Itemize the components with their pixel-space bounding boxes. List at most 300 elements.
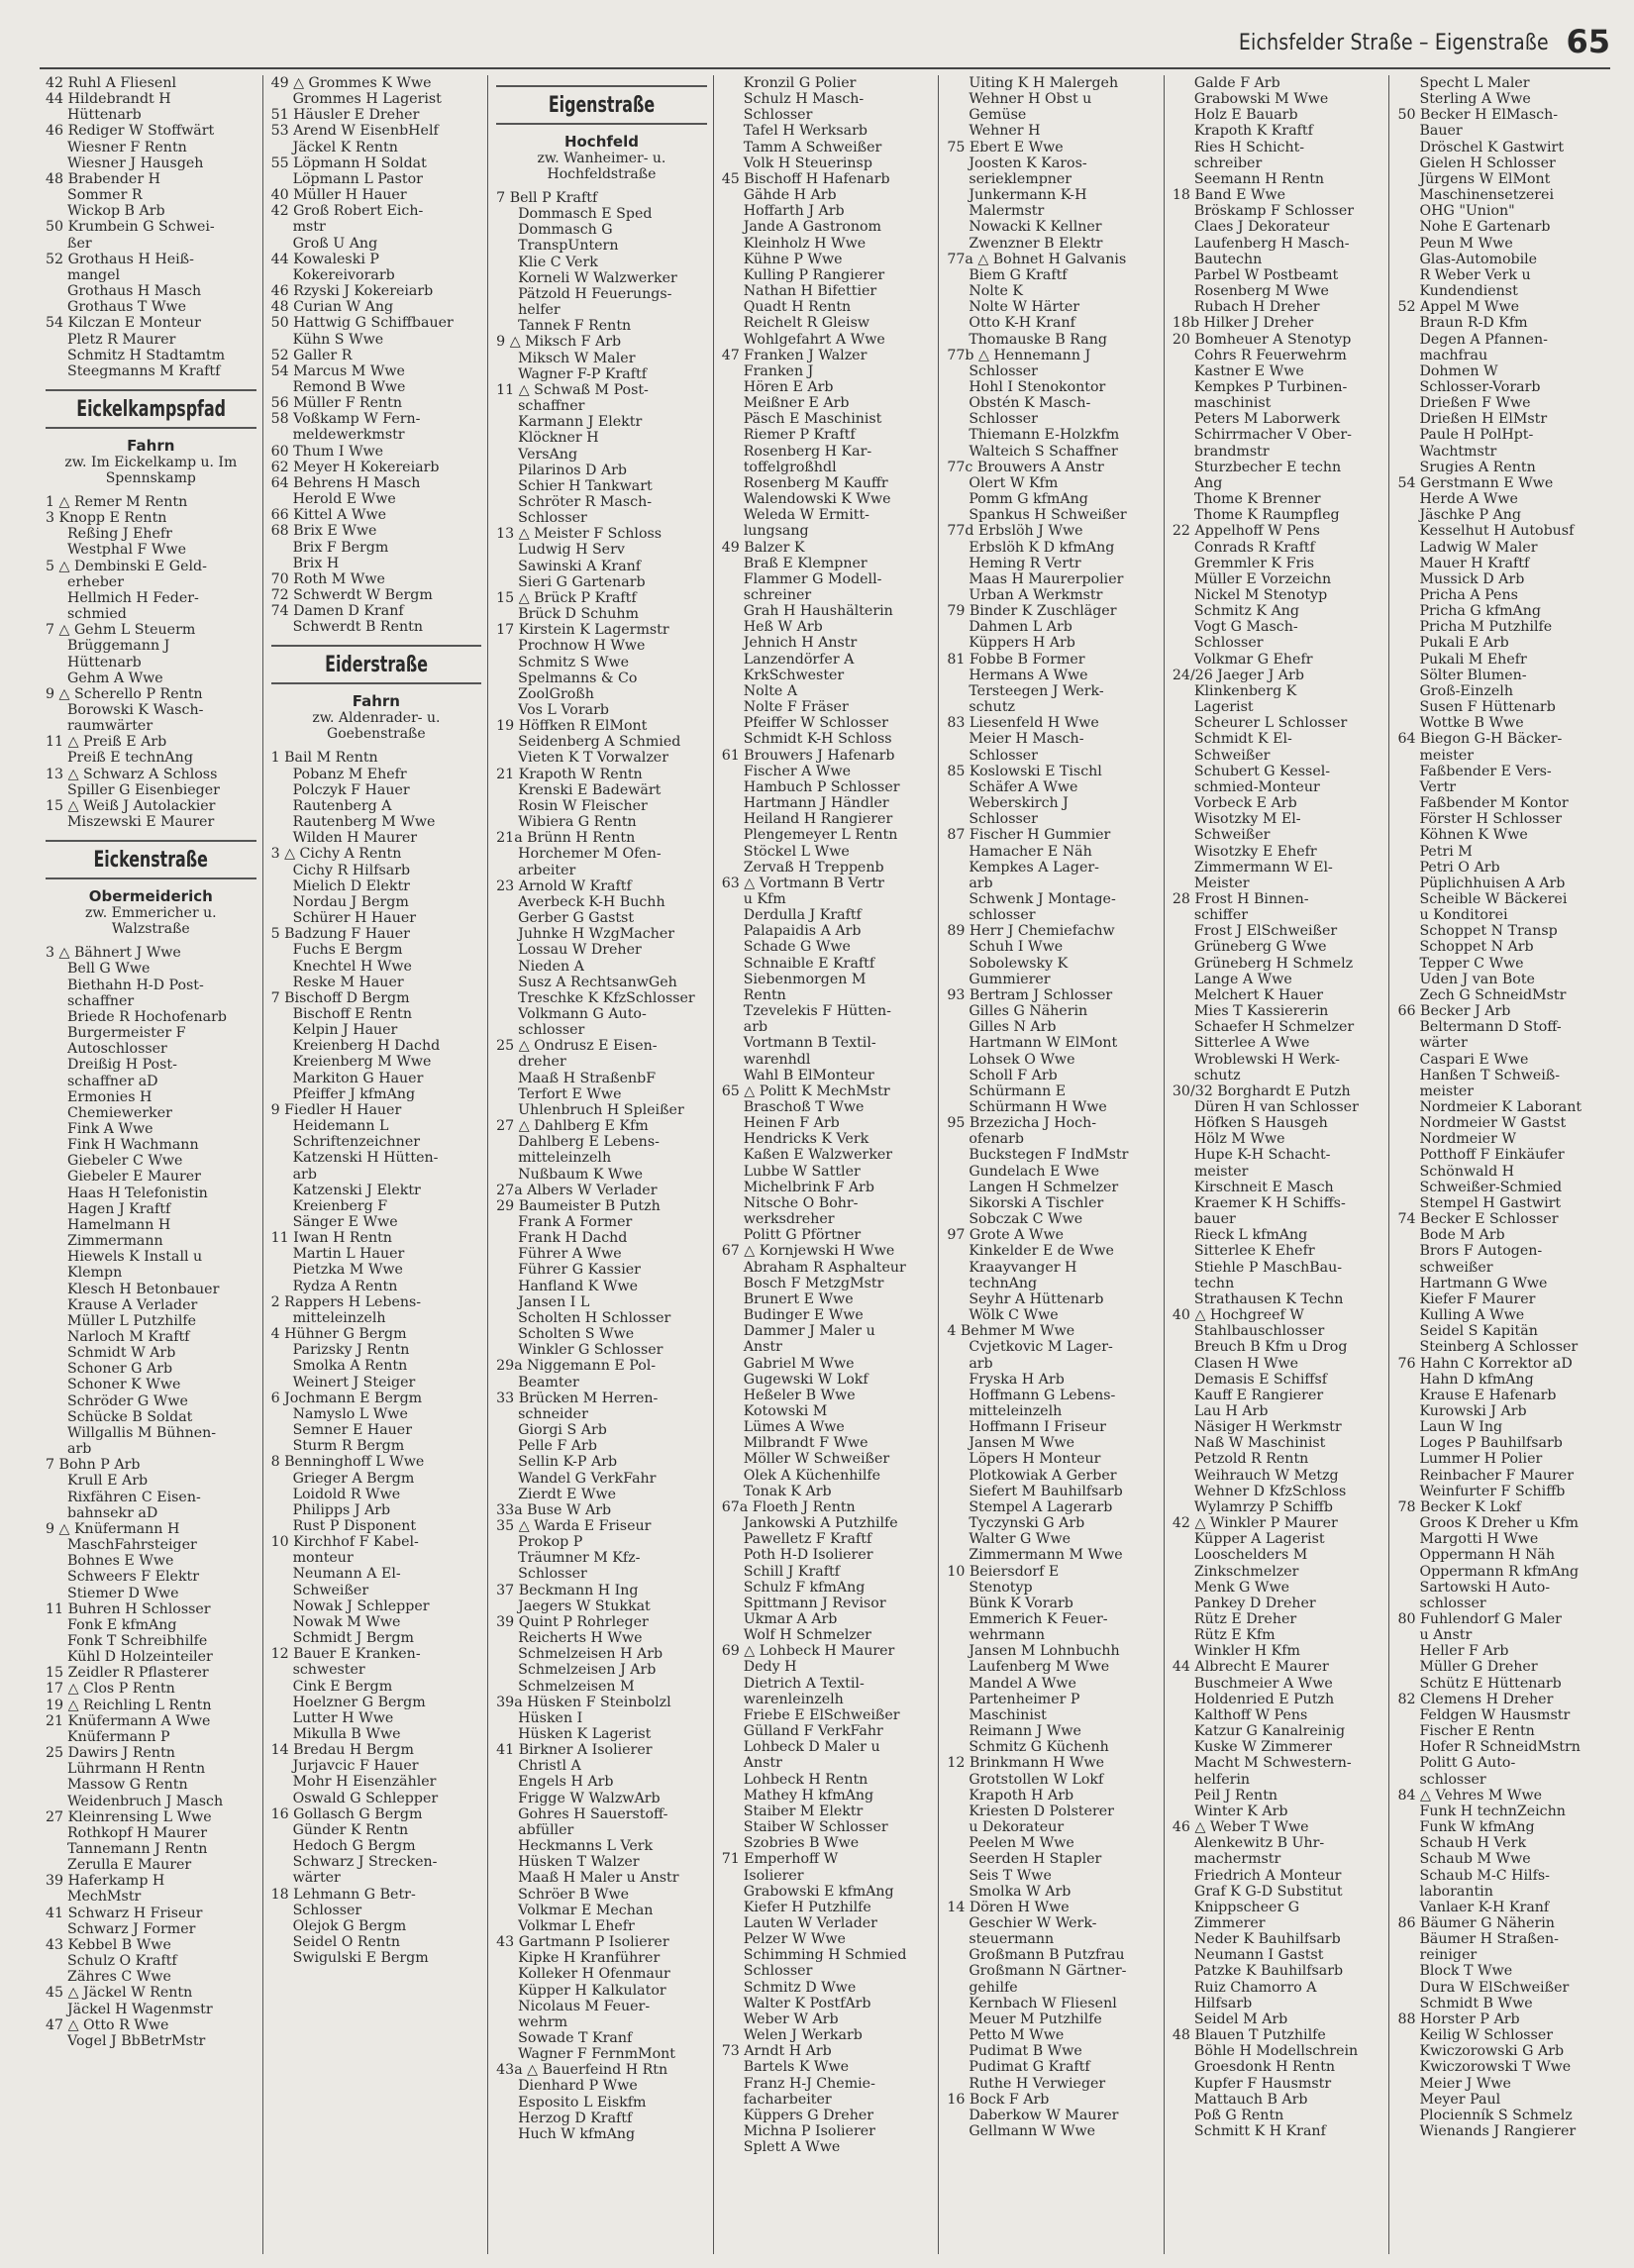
directory-entry: Autoschlosser — [67, 1041, 167, 1058]
directory-entry: 10 Kirchhof F Kabel- — [270, 1534, 419, 1551]
directory-entry: 27 Kleinrensing L Wwe — [46, 1808, 212, 1825]
directory-entry: Dommasch E Sped — [518, 206, 653, 223]
directory-entry: warenleinzelh — [743, 1691, 844, 1707]
directory-entry: Oswald G Schlepper — [292, 1790, 439, 1806]
directory-entry: Rothkopf H Maurer — [67, 1824, 208, 1841]
directory-entry: Seidel M Arb — [1193, 2010, 1288, 2027]
directory-entry: bahnsekr aD — [67, 1504, 158, 1521]
directory-entry: Abraham R Asphalteur — [743, 1259, 906, 1276]
directory-entry: Conrads R Kraftf — [1193, 539, 1315, 556]
directory-entry: schlosser — [1419, 1595, 1486, 1611]
directory-entry: wehrmann — [969, 1627, 1045, 1644]
directory-entry: Pricha M Putzhilfe — [1419, 619, 1553, 636]
directory-entry: Hiewels K Install u — [67, 1249, 203, 1266]
directory-entry: Spittmann J Revisor — [743, 1595, 886, 1611]
directory-entry: 27a Albers W Verlader — [496, 1182, 658, 1198]
directory-entry: Sterling A Wwe — [1419, 91, 1531, 108]
directory-entry: Vorbeck E Arb — [1193, 795, 1297, 812]
directory-entry: Parbel W Postbeamt — [1193, 266, 1339, 283]
directory-entry: Schirrmacher V Ober- — [1193, 427, 1352, 444]
directory-entry: Esposito L Eiskfm — [518, 2094, 647, 2111]
directory-entry: Kreienberg M Wwe — [292, 1054, 432, 1071]
directory-entry: Fonk T Schreibhilfe — [67, 1632, 208, 1649]
directory-entry: Gemüse — [969, 107, 1027, 124]
directory-entry: Wienands J Rangierer — [1419, 2123, 1577, 2139]
directory-entry: Faßbender M Kontor — [1419, 795, 1569, 812]
directory-entry: Kleinholz H Wwe — [743, 235, 867, 252]
directory-entry: Schwarz J Strecken- — [292, 1854, 438, 1871]
directory-entry: Partenheimer P — [969, 1691, 1080, 1707]
directory-entry: Jansen M Lohnbuchh — [969, 1643, 1120, 1660]
directory-entry: Klöckner H — [518, 430, 599, 447]
directory-entry: Briede R Hochofenarb — [67, 1008, 227, 1025]
directory-entry: arb — [743, 1019, 768, 1036]
directory-entry: Beamter — [518, 1374, 579, 1391]
directory-entry: u Kfm — [743, 890, 786, 907]
directory-entry: Borowski K Wasch- — [67, 702, 204, 718]
directory-entry: Sowade T Kranf — [518, 2029, 633, 2046]
directory-entry: Schulz H Masch- — [743, 91, 865, 108]
directory-entry: Groos K Dreher u Kfm — [1419, 1515, 1579, 1532]
directory-entry: 3 △ Cichy A Rentn — [270, 846, 402, 863]
directory-entry: Lanzendörfer A — [743, 651, 855, 668]
directory-entry: Michna P Isolierer — [743, 2123, 875, 2139]
directory-entry: Scholten H Schlosser — [518, 1309, 671, 1326]
directory-entry: Köhnen K Wwe — [1419, 827, 1528, 844]
directory-entry: 45 △ Jäckel W Rentn — [46, 1985, 193, 2002]
directory-entry: Schoner G Arb — [67, 1361, 173, 1378]
directory-entry: Jäschke P Ang — [1419, 507, 1522, 524]
directory-entry: Dommasch G — [518, 222, 613, 239]
directory-entry: Urban A Werkmstr — [969, 587, 1103, 603]
directory-entry: Ukmar A Arb — [743, 1611, 838, 1627]
directory-entry: Jankowski A Putzhilfe — [743, 1515, 898, 1532]
directory-entry: Gundelach E Wwe — [969, 1163, 1099, 1180]
directory-entry: 93 Bertram J Schlosser — [947, 986, 1113, 1003]
directory-entry: Willgallis M Bühnen- — [67, 1424, 217, 1441]
directory-entry: 42 Ruhl A Fliesenl — [46, 75, 176, 91]
directory-entry: Schlosser — [969, 811, 1038, 828]
directory-entry: Giorgi S Arb — [518, 1422, 607, 1439]
directory-entry: Neumann A El- — [292, 1566, 401, 1583]
directory-entry: 35 △ Warda E Friseur — [496, 1517, 652, 1534]
directory-entry: Rosin W Fleischer — [518, 797, 648, 814]
directory-entry: Schimming H Schmied — [743, 1947, 907, 1964]
directory-entry: Schnaible E Kraftf — [743, 955, 875, 972]
street-heading — [46, 840, 256, 879]
directory-entry: Schmidt K El- — [1193, 731, 1292, 748]
directory-entry: Walendowski K Wwe — [743, 491, 891, 508]
directory-entry: Düren H van Schlosser — [1193, 1099, 1359, 1115]
directory-entry: Hartmann J Händler — [743, 795, 889, 812]
directory-entry: Peun M Wwe — [1419, 235, 1513, 252]
directory-entry: Frank H Dachd — [518, 1230, 628, 1247]
directory-entry: u Dekorateur — [969, 1819, 1065, 1836]
directory-entry: 67a Floeth J Rentn — [721, 1498, 856, 1515]
directory-entry: Jäckel H Wagenmstr — [67, 2001, 213, 2017]
directory-entry: 83 Liesenfeld H Wwe — [947, 715, 1099, 732]
directory-entry: 48 Brabender H — [46, 170, 160, 187]
directory-entry: Weihrauch W Metzg — [1193, 1467, 1339, 1484]
directory-entry: 7 Bell P Kraftf — [496, 190, 598, 206]
directory-entry: Tannemann J Rentn — [67, 1841, 208, 1857]
directory-entry: facharbeiter — [743, 2091, 832, 2108]
directory-entry: Plotkowiak A Gerber — [969, 1467, 1117, 1484]
directory-entry: Schröer B Wwe — [518, 1886, 630, 1903]
directory-entry: 64 Biegon G-H Bäcker- — [1397, 731, 1563, 748]
directory-entry: arbeiter — [518, 862, 576, 878]
directory-entry: OHG "Union" — [1419, 203, 1515, 220]
directory-entry: lungsang — [743, 523, 809, 540]
directory-entry: Srugies A Rentn — [1419, 459, 1536, 475]
directory-entry: Horchemer M Ofen- — [518, 846, 662, 863]
directory-entry: 29 Baumeister B Putzh — [496, 1197, 661, 1214]
directory-entry: Pukali E Arb — [1419, 635, 1509, 652]
directory-entry: Kwiczorowski T Wwe — [1419, 2059, 1572, 2076]
directory-entry: 86 Bäumer G Näherin — [1397, 1914, 1555, 1931]
directory-entry: Spankus H Schweißer — [969, 507, 1127, 524]
directory-entry: 41 Birkner A Isolierer — [496, 1742, 653, 1759]
directory-entry: 43a △ Bauerfeind H Rtn — [496, 2062, 668, 2079]
directory-entry: Malermstr — [969, 203, 1045, 220]
directory-entry: Walter G Wwe — [969, 1531, 1072, 1548]
directory-entry: Hören E Arb — [743, 378, 834, 395]
directory-entry: Jaegers W Stukkat — [518, 1598, 651, 1614]
directory-entry: serieklempner — [969, 170, 1072, 187]
directory-entry: Meuer M Putzhilfe — [969, 2010, 1102, 2027]
directory-entry: Peil J Rentn — [1193, 1787, 1278, 1804]
directory-entry: Müller L Putzhilfe — [67, 1312, 197, 1329]
directory-entry: Hamelmann H — [67, 1216, 171, 1233]
directory-entry: Gabriel M Wwe — [743, 1355, 855, 1372]
directory-entry: arb — [292, 1166, 317, 1183]
directory-entry: Pankey D Dreher — [1193, 1595, 1316, 1611]
directory-entry: Katzenski H Hütten- — [292, 1150, 439, 1167]
directory-entry: 44 Kowaleski P — [270, 251, 379, 267]
directory-entry: Pfeiffer J kfmAng — [292, 1085, 416, 1102]
directory-entry: Beltermann D Stoff- — [1419, 1019, 1562, 1036]
directory-entry: Schlosser — [969, 411, 1038, 428]
directory-entry: Tersteegen J Werk- — [969, 682, 1104, 699]
directory-entry: Sturm R Bergm — [292, 1438, 405, 1455]
directory-entry: 82 Clemens H Dreher — [1397, 1691, 1554, 1707]
directory-entry: Schade G Wwe — [743, 939, 851, 956]
directory-entry: 50 Hattwig G Schiffbauer — [270, 315, 454, 332]
directory-entry: Ang — [1193, 474, 1223, 491]
directory-entry: Kalthoff W Pens — [1193, 1706, 1308, 1723]
directory-entry: Tannek F Rentn — [518, 318, 632, 335]
directory-entry: Schütz E Hüttenarb — [1419, 1675, 1562, 1692]
directory-entry: Lubbe W Sattler — [743, 1163, 861, 1180]
directory-entry: Hüsken K Lagerist — [518, 1726, 652, 1742]
directory-entry: Erbslöh K D kfmAng — [969, 539, 1115, 556]
directory-entry: Narloch M Kraftf — [67, 1329, 190, 1345]
directory-entry: Otto K-H Kranf — [969, 315, 1075, 332]
directory-entry: Schwerdt B Rentn — [292, 619, 423, 636]
directory-entry: Dedy H — [743, 1659, 797, 1676]
directory-entry: Nickel M Stenotyp — [1193, 587, 1328, 603]
directory-entry: Breuch B Kfm u Drog — [1193, 1339, 1348, 1356]
directory-entry: meister — [1419, 1082, 1475, 1099]
directory-entry: Frigge W WalzwArb — [518, 1790, 661, 1806]
directory-entry: Schulz O Kraftf — [67, 1953, 177, 1970]
directory-entry: Dienhard P Wwe — [518, 2078, 638, 2095]
directory-entry: Weidenbruch J Masch — [67, 1793, 224, 1809]
directory-entry: 25 △ Ondrusz E Eisen- — [496, 1038, 658, 1055]
directory-entry: Weinert J Steiger — [292, 1374, 416, 1391]
directory-entry: Lummer H Polier — [1419, 1451, 1543, 1468]
directory-entry: Parizsky J Rentn — [292, 1342, 410, 1359]
directory-entry: Naß W Maschinist — [1193, 1435, 1326, 1452]
directory-entry: Schwenk J Montage- — [969, 890, 1116, 907]
directory-entry: schutz — [969, 699, 1015, 716]
directory-entry: Schaub M-C Hilfs- — [1419, 1867, 1550, 1884]
directory-entry: Rosenberg M Kauffr — [743, 474, 888, 491]
directory-entry: Näsiger H Werkmstr — [1193, 1419, 1342, 1436]
directory-entry: Olejok G Bergm — [292, 1917, 407, 1934]
directory-entry: 84 △ Vehres M Wwe — [1397, 1787, 1543, 1804]
directory-entry: steuermann — [969, 1931, 1055, 1948]
directory-entry: 77c Brouwers A Anstr — [947, 459, 1104, 475]
directory-entry: Miksch W Maler — [518, 350, 636, 366]
directory-entry: Kreienberg H Dachd — [292, 1038, 441, 1055]
directory-entry: Seerden H Stapler — [969, 1851, 1102, 1868]
directory-entry: Nordau J Bergm — [292, 893, 409, 910]
directory-entry: 15 △ Brück P Kraftf — [496, 589, 637, 606]
directory-entry: Wiesner J Hausgeh — [67, 155, 204, 171]
directory-entry: Tamm A Schweißer — [743, 139, 882, 155]
directory-entry: 25 Dawirs J Rentn — [46, 1745, 175, 1762]
directory-entry: Schmelzeisen J Arb — [518, 1662, 657, 1679]
directory-entry: 8 Benninghoff L Wwe — [270, 1454, 425, 1471]
directory-entry: Schoppet N Arb — [1419, 939, 1534, 956]
directory-entry: Drießen H ElMstr — [1419, 411, 1548, 428]
directory-entry: 88 Horster P Arb — [1397, 2010, 1520, 2027]
directory-entry: Wachtmstr — [1419, 443, 1497, 460]
directory-entry: Klempn — [67, 1265, 123, 1282]
directory-entry: 70 Roth M Wwe — [270, 570, 385, 587]
directory-entry: 39 Quint P Rohrleger — [496, 1613, 649, 1630]
directory-entry: machfrau — [1419, 347, 1488, 363]
directory-entry: Gilles G Näherin — [969, 1003, 1088, 1020]
directory-entry: Buschmeier A Wwe — [1193, 1675, 1333, 1692]
directory-entry: Chemiewerker — [67, 1104, 172, 1121]
directory-entry: 9 △ Scherello P Rentn — [46, 685, 203, 702]
directory-entry: 44 Hildebrandt H — [46, 91, 171, 108]
directory-entry: 33a Buse W Arb — [496, 1501, 612, 1518]
directory-entry: monteur — [292, 1550, 354, 1567]
directory-entry: Kurowski J Arb — [1419, 1402, 1527, 1419]
directory-entry: Stöckel L Wwe — [743, 843, 850, 860]
directory-entry: Ludwig H Serv — [518, 542, 625, 559]
directory-entry: 17 Kirstein K Lagermstr — [496, 622, 669, 639]
directory-entry: Vieten K T Vorwalzer — [518, 750, 668, 767]
directory-entry: Walteich S Schaffner — [969, 443, 1118, 460]
directory-entry: Wehner H — [969, 123, 1041, 140]
directory-entry: mangel — [67, 266, 121, 283]
directory-entry: 71 Emperhoff W — [721, 1851, 839, 1868]
directory-entry: 7 △ Gehm L Steuerm — [46, 622, 196, 639]
directory-entry: Meister — [1193, 875, 1250, 891]
directory-entry: 69 △ Lohbeck H Maurer — [721, 1643, 895, 1660]
directory-entry: 43 Kebbel B Wwe — [46, 1936, 171, 1953]
directory-entry: Averbeck K-H Buchh — [518, 893, 665, 910]
directory-entry: Mielich D Elektr — [292, 877, 410, 894]
directory-entry: Schmelzeisen H Arb — [518, 1646, 664, 1663]
directory-entry: Gellmann W Wwe — [969, 2123, 1096, 2139]
directory-entry: 14 Dören H Wwe — [947, 1899, 1070, 1915]
directory-entry: Volkmar L Ehefr — [518, 1917, 635, 1934]
directory-entry: arb — [67, 1441, 92, 1458]
directory-entry: Laufenberg M Wwe — [969, 1659, 1110, 1676]
directory-entry: Scholten S Wwe — [518, 1326, 635, 1343]
directory-entry: Küppers G Dreher — [743, 2107, 874, 2123]
directory-entry: 9 △ Knüfermann H — [46, 1520, 180, 1537]
directory-entry: Pobanz M Ehefr — [292, 766, 407, 782]
directory-entry: Hohl I Stenokontor — [969, 378, 1106, 395]
directory-entry: Palapaidis A Arb — [743, 923, 862, 940]
directory-entry: Wölk C Wwe — [969, 1307, 1059, 1324]
directory-entry: Mauer H Kraftf — [1419, 555, 1530, 571]
directory-entry: Jansen M Wwe — [969, 1435, 1075, 1452]
directory-entry: Seyhr A Hüttenarb — [969, 1290, 1104, 1307]
directory-entry: Poß G Rentn — [1193, 2107, 1284, 2123]
directory-entry: Grothaus H Masch — [67, 283, 202, 300]
directory-entry: Faßbender E Vers- — [1419, 763, 1552, 779]
directory-entry: Schlosser-Vorarb — [1419, 378, 1541, 395]
directory-entry: Wottke B Wwe — [1419, 715, 1524, 732]
directory-entry: Steinberg A Schlosser — [1419, 1339, 1579, 1356]
directory-entry: Stempel H Gastwirt — [1419, 1194, 1562, 1211]
directory-entry: Politt G Auto- — [1419, 1755, 1516, 1772]
directory-entry: Pietzka M Wwe — [292, 1262, 403, 1279]
directory-entry: Höfken S Hausgeh — [1193, 1115, 1328, 1132]
directory-entry: Brix F Bergm — [292, 539, 389, 556]
directory-entry: Hartmann W ElMont — [969, 1035, 1118, 1052]
directory-entry: Wilden H Maurer — [292, 830, 418, 847]
directory-entry: Cink E Bergm — [292, 1678, 393, 1695]
directory-entry: Sobczak C Wwe — [969, 1211, 1083, 1228]
directory-entry: Scheible W Bäckerei — [1419, 890, 1568, 907]
directory-entry: 55 Löpmann H Soldat — [270, 155, 427, 171]
street-section: zw. Emmericher u. Walzstraße — [85, 905, 217, 938]
directory-entry: 1 Bail M Rentn — [270, 750, 378, 767]
directory-entry: Dahmen L Arb — [969, 619, 1072, 636]
directory-entry: Kokereivorarb — [292, 266, 395, 283]
directory-entry: Bohnes E Wwe — [67, 1553, 174, 1570]
directory-entry: 16 Gollasch G Bergm — [270, 1805, 423, 1822]
directory-entry: Schuh I Wwe — [969, 939, 1064, 956]
directory-entry: Zwenzner B Elektr — [969, 235, 1103, 252]
directory-entry: Rentn — [743, 986, 786, 1003]
directory-entry: Wiesner F Rentn — [67, 139, 187, 155]
directory-entry: schlosser — [1419, 1771, 1486, 1788]
directory-entry: 46 △ Weber T Wwe — [1172, 1819, 1309, 1836]
directory-entry: Petri M — [1419, 843, 1473, 860]
directory-entry: Neder K Bauhilfsarb — [1193, 1931, 1341, 1948]
directory-entry: Pletz R Maurer — [67, 331, 176, 348]
directory-entry: 74 Damen D Kranf — [270, 603, 404, 620]
directory-entry: laborantin — [1419, 1883, 1493, 1900]
directory-entry: Lagerist — [1193, 699, 1254, 716]
directory-entry: Smolka W Arb — [969, 1883, 1072, 1900]
directory-entry: 23 Arnold W Kraftf — [496, 877, 632, 894]
directory-entry: Rust P Disponent — [292, 1517, 417, 1534]
directory-entry: Sitterlee A Wwe — [1193, 1035, 1310, 1052]
directory-entry: Hölz M Wwe — [1193, 1131, 1285, 1148]
directory-entry: Großmann N Gärtner- — [969, 1963, 1127, 1980]
directory-entry: Kwiczorowski G Arb — [1419, 2043, 1565, 2060]
directory-entry: Pricha A Pens — [1419, 587, 1518, 603]
directory-entry: Schill J Kraftf — [743, 1563, 840, 1580]
directory-entry: Schröter R Masch- — [518, 493, 653, 510]
directory-entry: schreiber — [1193, 155, 1263, 171]
directory-entry: Braß E Klempner — [743, 555, 868, 571]
directory-entry: Pfeiffer W Schlosser — [743, 715, 888, 732]
directory-entry: 50 Krumbein G Schwei- — [46, 219, 215, 236]
directory-entry: Katzur G Kanalreinig — [1193, 1723, 1346, 1740]
directory-entry: Hofer R SchneidMstrn — [1419, 1739, 1581, 1756]
directory-entry: Klesch H Betonbauer — [67, 1281, 220, 1297]
directory-entry: Mikulla B Wwe — [292, 1726, 401, 1742]
directory-entry: Schlosser — [518, 510, 587, 527]
directory-entry: Fink A Wwe — [67, 1120, 153, 1137]
directory-entry: Anstr — [743, 1755, 782, 1772]
directory-entry: Wahl B ElMonteur — [743, 1067, 874, 1083]
directory-entry: Stahlbauschlosser — [1193, 1323, 1325, 1340]
street-name: Eickelkampspfad — [75, 396, 226, 422]
directory-entry: Plengemeyer L Rentn — [743, 827, 898, 844]
directory-entry: 54 Gerstmann E Wwe — [1397, 474, 1554, 491]
directory-entry: Schürer H Hauer — [292, 910, 417, 927]
directory-entry: Schweißer-Schmied — [1419, 1179, 1563, 1195]
directory-entry: Kreienberg F — [292, 1197, 388, 1214]
directory-entry: 30/32 Borghardt E Putzh — [1172, 1082, 1351, 1099]
directory-entry: Püplichhuisen A Arb — [1419, 875, 1566, 891]
directory-entry: Böhle H Modellschrein — [1193, 2043, 1359, 2060]
directory-entry: 13 △ Meister F Schloss — [496, 526, 663, 543]
directory-entry: Juhnke H WzgMacher — [518, 926, 675, 943]
directory-entry: Hüsken I — [518, 1709, 583, 1726]
directory-entry: Schaefer H Schmelzer — [1193, 1019, 1355, 1036]
directory-entry: Ruiz Chamorro A — [1193, 1979, 1317, 1996]
directory-entry: Staiber M Elektr — [743, 1803, 864, 1819]
directory-entry: Miszewski E Maurer — [67, 814, 215, 831]
directory-entry: Nicolaus M Feuer- — [518, 1998, 651, 2014]
directory-entry: Biem G Kraftf — [969, 266, 1068, 283]
directory-entry: Friebe E ElSchweißer — [743, 1706, 900, 1723]
directory-entry: Volkmann G Auto- — [518, 1005, 647, 1022]
directory-entry: Wylamrzy P Schiffb — [1193, 1498, 1333, 1515]
directory-entry: Tepper C Wwe — [1419, 955, 1524, 972]
directory-entry: Mandel A Wwe — [969, 1675, 1076, 1692]
directory-entry: Schücke B Soldat — [67, 1408, 193, 1425]
directory-entry: Grabowski E kfmAng — [743, 1883, 894, 1900]
directory-entry: Hanßen T Schweiß- — [1419, 1067, 1561, 1083]
directory-entry: Jansen I L — [518, 1293, 590, 1310]
directory-entry: 87 Fischer H Gummier — [947, 827, 1111, 844]
directory-entry: Winkler G Schlosser — [518, 1342, 664, 1359]
directory-entry: Kolleker H Ofenmaur — [518, 1966, 670, 1983]
directory-entry: 12 Bauer E Kranken- — [270, 1646, 421, 1663]
street-heading — [46, 389, 256, 429]
column-2 — [262, 75, 488, 2254]
directory-entry: Zierdt E Wwe — [518, 1486, 617, 1502]
street-section: zw. Aldenrader- u. Goebenstraße — [312, 710, 441, 743]
directory-entry: Nolte K — [969, 283, 1024, 300]
directory-entry: Schmitz S Wwe — [518, 654, 629, 670]
directory-entry: Remond B Wwe — [292, 378, 406, 395]
